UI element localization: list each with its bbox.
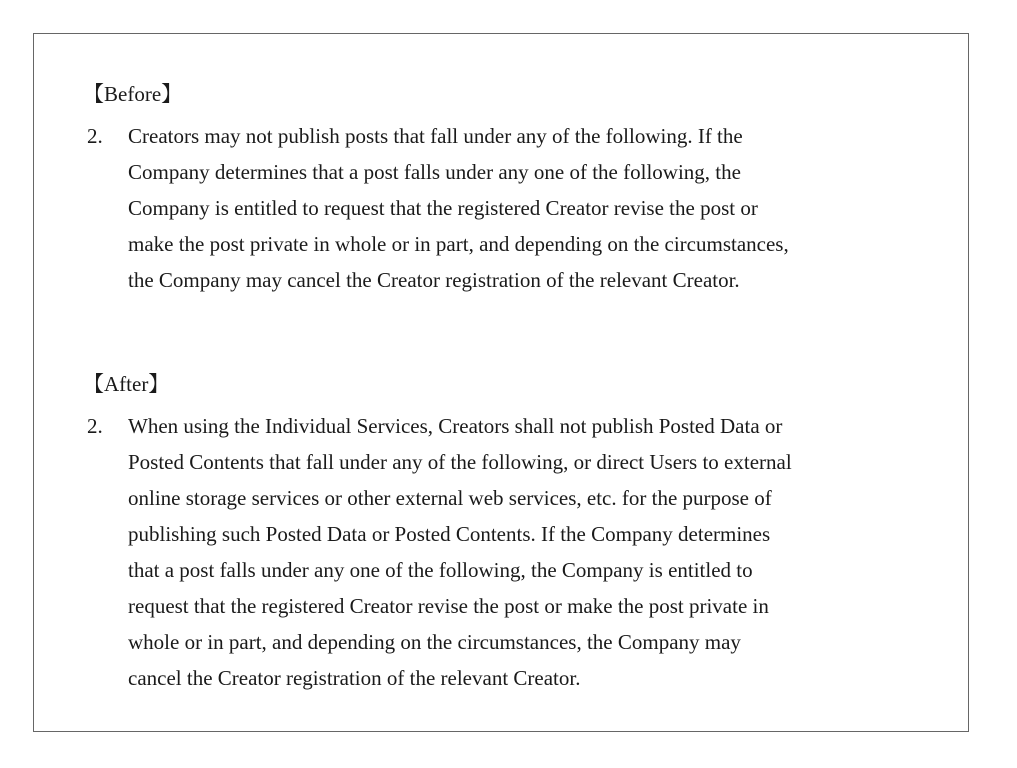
after-item-text (128, 408, 923, 696)
text-line: publishing such Posted Data or Posted Contents. If the Company determines (128, 522, 771, 546)
text-line: Company determines that a post falls under any one of the following, the (128, 160, 741, 184)
after-heading: 【After】 (83, 372, 170, 396)
before-item (83, 118, 923, 298)
before-heading: 【Before】 (83, 82, 183, 106)
text-line: the Company may cancel the Creator registration of the relevant Creator. (128, 268, 740, 292)
text-line: Posted Contents that fall under any of the following, or direct Users to external (128, 450, 792, 474)
before-item-text (128, 118, 923, 298)
before-item-number: 2. (87, 124, 103, 148)
text-line: online storage services or other external web services, etc. for the purpose of (128, 486, 772, 510)
document-frame (33, 33, 969, 732)
text-line: Company is entitled to request that the registered Creator revise the post or (128, 196, 758, 220)
text-line: request that the registered Creator revise the post or make the post private in (128, 594, 769, 618)
text-line: whole or in part, and depending on the circumstances, the Company may (128, 630, 741, 654)
after-section (83, 372, 923, 696)
after-item (83, 408, 923, 696)
after-item-number: 2. (87, 414, 103, 438)
text-line: Creators may not publish posts that fall under any of the following. If the (128, 124, 743, 148)
text-line: that a post falls under any one of the following, the Company is entitled to (128, 558, 753, 582)
text-line: make the post private in whole or in part, and depending on the circumstances, (128, 232, 789, 256)
text-line: When using the Individual Services, Creators shall not publish Posted Data or (128, 414, 783, 438)
before-section (83, 82, 923, 298)
text-line: cancel the Creator registration of the relevant Creator. (128, 666, 581, 690)
